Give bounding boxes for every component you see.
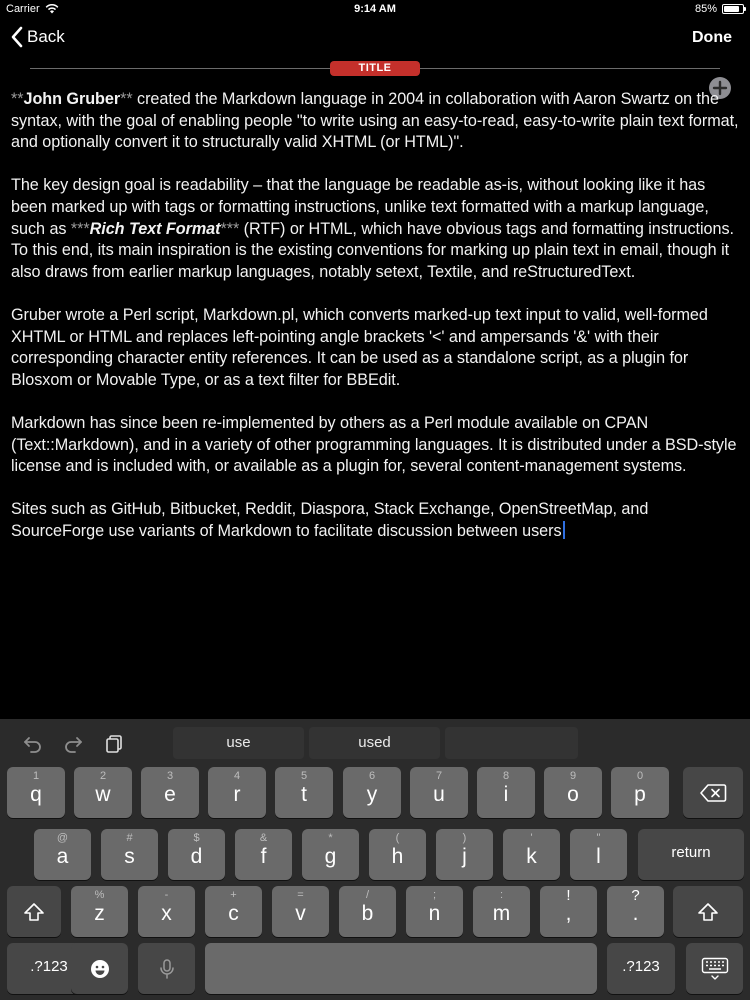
key-k[interactable]: ' k xyxy=(503,829,560,880)
key-j[interactable]: ) j xyxy=(436,829,493,880)
key-l[interactable]: " l xyxy=(570,829,627,880)
battery-icon xyxy=(722,4,744,14)
markdown-editor[interactable] xyxy=(11,89,739,564)
suggestion-3[interactable] xyxy=(445,727,578,759)
key-d[interactable]: $ d xyxy=(168,829,225,880)
paragraph-4: Markdown has since been re-implemented by others as a Perl module available on CPAN (Text::Markdown), and in a variety of other programming languages. It is distributed under a BSD-style license and is included with, or available as a plugin for, several content-management systems. xyxy=(11,413,737,476)
text-cursor xyxy=(563,521,565,539)
hide-keyboard-key[interactable] xyxy=(686,943,743,994)
shortcut-bar xyxy=(0,719,750,767)
key-f[interactable]: & f xyxy=(235,829,292,880)
navigation-bar xyxy=(0,20,750,58)
delete-backward-icon xyxy=(699,783,727,803)
dictation-key[interactable] xyxy=(138,943,195,994)
numbers-key-right[interactable]: .?123 xyxy=(607,943,675,994)
markdown-bold-italic-marker: *** xyxy=(220,219,240,238)
shift-icon xyxy=(23,902,45,922)
key-comma[interactable]: ! , xyxy=(540,886,597,937)
paragraph-1 xyxy=(11,89,739,154)
clock: 9:14 AM xyxy=(354,3,396,15)
key-c[interactable]: + c xyxy=(205,886,262,937)
battery-group xyxy=(695,3,744,15)
numbers-key-left[interactable]: .?123 xyxy=(7,943,91,994)
battery-level-fill xyxy=(724,6,739,12)
key-i[interactable]: 8 i xyxy=(477,767,535,818)
key-x[interactable]: - x xyxy=(138,886,195,937)
key-z[interactable]: % z xyxy=(71,886,128,937)
key-v[interactable]: = v xyxy=(272,886,329,937)
emoji-icon xyxy=(90,959,110,979)
undo-icon[interactable] xyxy=(22,734,44,754)
paragraph-5 xyxy=(11,499,739,542)
key-g[interactable]: * g xyxy=(302,829,359,880)
emoji-key[interactable] xyxy=(71,943,128,994)
paragraph-text: Sites such as GitHub, Bitbucket, Reddit, Diaspora, Stack Exchange, OpenStreetMap, and SourceForge use variants of Markdown to facilitate discussion between users xyxy=(11,500,649,540)
chevron-left-icon xyxy=(10,26,23,48)
suggestion-2[interactable]: used xyxy=(309,727,440,759)
key-w[interactable]: 2 w xyxy=(74,767,132,818)
done-button[interactable]: Done xyxy=(692,29,732,46)
delete-key[interactable] xyxy=(683,767,743,818)
microphone-icon xyxy=(159,958,175,980)
key-r[interactable]: 4 r xyxy=(208,767,266,818)
back-button[interactable] xyxy=(10,26,65,48)
keyboard-dismiss-icon xyxy=(701,957,729,981)
key-m[interactable]: : m xyxy=(473,886,530,937)
key-n[interactable]: ; n xyxy=(406,886,463,937)
battery-percent: 85% xyxy=(694,3,717,15)
keyboard xyxy=(0,719,750,1000)
markdown-bold-italic-marker: *** xyxy=(70,219,90,238)
paragraph-2 xyxy=(11,175,739,283)
key-period[interactable]: ? . xyxy=(607,886,664,937)
key-e[interactable]: 3 e xyxy=(141,767,199,818)
key-q[interactable]: 1 q xyxy=(7,767,65,818)
shift-icon xyxy=(697,902,719,922)
key-p[interactable]: 0 p xyxy=(611,767,669,818)
key-b[interactable]: / b xyxy=(339,886,396,937)
title-tag[interactable]: TITLE xyxy=(330,61,420,76)
status-bar xyxy=(0,0,750,20)
markdown-bold-marker: ** xyxy=(120,90,133,108)
paragraph-text: The key design goal is readability – that the language be readable as-is, without looking like it has been marked up with tags or formatting instructions, unlike text formatted with a markup language, such as xyxy=(11,176,709,238)
back-label: Back xyxy=(27,27,65,46)
key-h[interactable]: ( h xyxy=(369,829,426,880)
clipboard-icon[interactable] xyxy=(104,734,126,754)
bold-italic-text: Rich Text Format xyxy=(89,219,221,238)
key-y[interactable]: 6 y xyxy=(343,767,401,818)
key-t[interactable]: 5 t xyxy=(275,767,333,818)
suggestion-1[interactable]: use xyxy=(173,727,304,759)
carrier-label: Carrier xyxy=(6,3,40,15)
bold-text: John Gruber xyxy=(23,90,121,108)
paragraph-text: (RTF) or HTML, which have obvious tags and formatting instructions. To this end, its main inspiration is the existing conventions for marking up plain text in email, though it also draws from earlier markup languages, notably setext, Textile, and reStructuredText. xyxy=(11,219,734,281)
return-key[interactable]: return xyxy=(638,829,744,880)
markdown-bold-marker: ** xyxy=(11,90,24,108)
redo-icon[interactable] xyxy=(62,734,84,754)
key-u[interactable]: 7 u xyxy=(410,767,468,818)
shift-key-right[interactable] xyxy=(673,886,743,937)
shift-key-left[interactable] xyxy=(7,886,61,937)
key-a[interactable]: @ a xyxy=(34,829,91,880)
paragraph-3: Gruber wrote a Perl script, Markdown.pl, which converts marked-up text input to valid, well-formed XHTML or HTML and replaces left-pointing angle brackets '<' and ampersands '&' with their corresponding character entity references. It can be used as a standalone script, as a plugin for Blosxom or Movable Type, or as a text filter for BBEdit. xyxy=(11,305,708,389)
key-o[interactable]: 9 o xyxy=(544,767,602,818)
space-bar[interactable] xyxy=(205,943,597,994)
paragraph-text: created the Markdown language in 2004 in collaboration with Aaron Swartz on the syntax, with the goal of enabling people "to write using an easy-to-read, easy-to-write plain text format, and optionally convert it to structurally valid XHTML (or HTML)". xyxy=(11,90,739,152)
key-s[interactable]: # s xyxy=(101,829,158,880)
